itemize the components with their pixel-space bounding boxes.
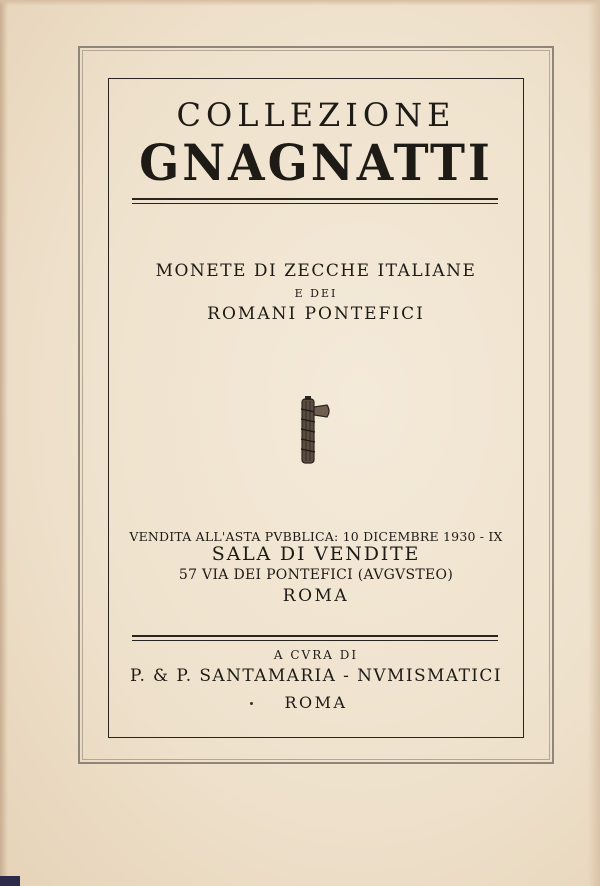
subtitle-line-edei: E DEI <box>294 287 338 300</box>
sale-address-line: 57 VIA DEI PONTEFICI (AVGVSTEO) <box>178 567 454 583</box>
footer-divider <box>132 635 498 641</box>
ink-dot <box>250 702 253 705</box>
title-gnagnatti: GNAGNATTI <box>139 134 493 193</box>
curator-city-line: ROMA <box>284 693 348 712</box>
title-divider <box>132 198 498 204</box>
subtitle-line-romani: ROMANI PONTEFICI <box>207 304 425 324</box>
sale-date-line: VENDITA ALL'ASTA PVBBLICA: 10 DICEMBRE 1930 - IX <box>129 529 503 544</box>
page-edge-shadow-top <box>0 0 600 6</box>
sale-city-line: ROMA <box>282 586 350 606</box>
page-edge-shadow-right <box>588 0 600 886</box>
curator-name-line: P. & P. SANTAMARIA - NVMISMATICI <box>130 666 502 686</box>
page-edge-shadow-left <box>0 0 8 886</box>
curator-intro-line: A CVRA DI <box>273 648 359 662</box>
corner-scan-mark <box>0 876 20 886</box>
sale-venue-line: SALA DI VENDITE <box>211 543 421 565</box>
fasces-icon <box>297 395 337 467</box>
subtitle-line-monete: MONETE DI ZECCHE ITALIANE <box>155 261 477 281</box>
title-collezione: COLLEZIONE <box>176 96 456 134</box>
